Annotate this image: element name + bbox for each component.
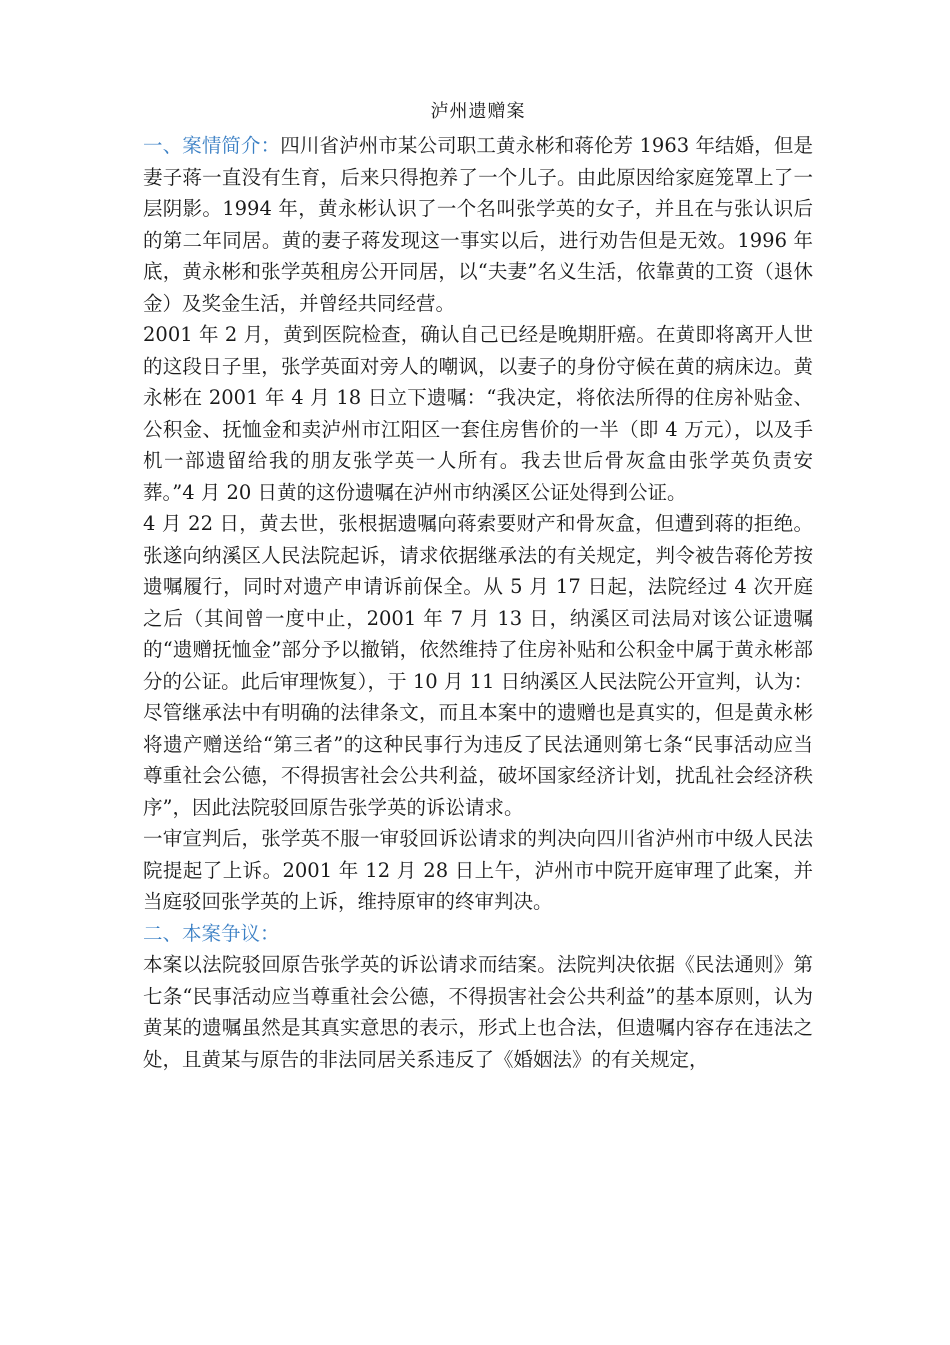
document-body xyxy=(143,98,813,1075)
dispute-paragraph: 本案以法院驳回原告张学英的诉讼请求而结案。法院判决依据《民法通则》第七条“民事活动应当尊重社会公德，不得损害社会公共利益”的基本原则，认为黄某的遗嘱虽然是其真实意思的表示，形式上也合法，但遗嘱内容存在违法之处，且黄某与原告的非法同居关系违反了《婚姻法》的有关规定， xyxy=(143,953,813,1071)
case-paragraph-appeal: 一审宣判后，张学英不服一审驳回诉讼请求的判决向四川省泸州市中级人民法院提起了上诉。2001 年 12 月 28 日上午，泸州市中院开庭审理了此案，并当庭驳回张学英的上诉，维持原审的终审判决。 xyxy=(143,827,813,913)
document-title: 泸州遗赠案 xyxy=(430,101,526,122)
case-paragraph-first-trial: 4 月 22 日，黄去世，张根据遗嘱向蒋索要财产和骨灰盒，但遭到蒋的拒绝。张遂向纳溪区人民法院起诉，请求依据继承法的有关规定，判令被告蒋伦芳按遗嘱履行，同时对遗产申请诉前保全。从 5 月 17 日起，法院经过 4 次开庭之后（其间曾一度中止，2001 年 7 月 13 日，纳溪区司法局对该公证遗嘱的“遗赠抚恤金”部分予以撤销，依然维持了住房补贴和公积金中属于黄永彬部分的公证。此后审理恢复），于 10 月 11 日纳溪区人民法院公开宣判，认为：尽管继承法中有明确的法律条文，而且本案中的遗赠也是真实的，但是黄永彬将遗产赠送给“第三者”的这种民事行为违反了民法通则第七条“民事活动应当尊重社会公德，不得损害社会公共利益，破坏国家经济计划，扰乱社会经济秩序”，因此法院驳回原告张学英的诉讼请求。 xyxy=(143,512,813,819)
case-intro-paragraph xyxy=(143,130,813,319)
section-heading-dispute: 二、本案争议： xyxy=(143,921,280,945)
case-paragraph-will: 2001 年 2 月，黄到医院检查，确认自己已经是晚期肝癌。在黄即将离开人世的这段日子里，张学英面对旁人的嘲讽，以妻子的身份守候在黄的病床边。黄永彬在 2001 年 4 月 18 日立下遗嘱：“我决定，将依法所得的住房补贴金、公积金、抚恤金和卖泸州市江阳区一套住房售价的一半（即 4 万元），以及手机一部遗留给我的朋友张学英一人所有。我去世后骨灰盒由张学英负责安葬。”4 月 20 日黄的这份遗嘱在泸州市纳溪区公证处得到公证。 xyxy=(143,323,813,504)
section-heading-case-intro: 一、案情简介： xyxy=(143,134,281,157)
case-intro-text: 四川省泸州市某公司职工黄永彬和蒋伦芳 1963 年结婚，但是妻子蒋一直没有生育，后来只得抱养了一个儿子。由此原因给家庭笼罩上了一层阴影。1994 年，黄永彬认识了一个名叫张学英的女子，并且在与张认识后的第二年同居。黄的妻子蒋发现这一事实以后，进行劝告但是无效。1996 年底，黄永彬和张学英租房公开同居，以“夫妻”名义生活，依靠黄的工资（退休金）及奖金生活，并曾经共同经营。 xyxy=(143,134,813,315)
